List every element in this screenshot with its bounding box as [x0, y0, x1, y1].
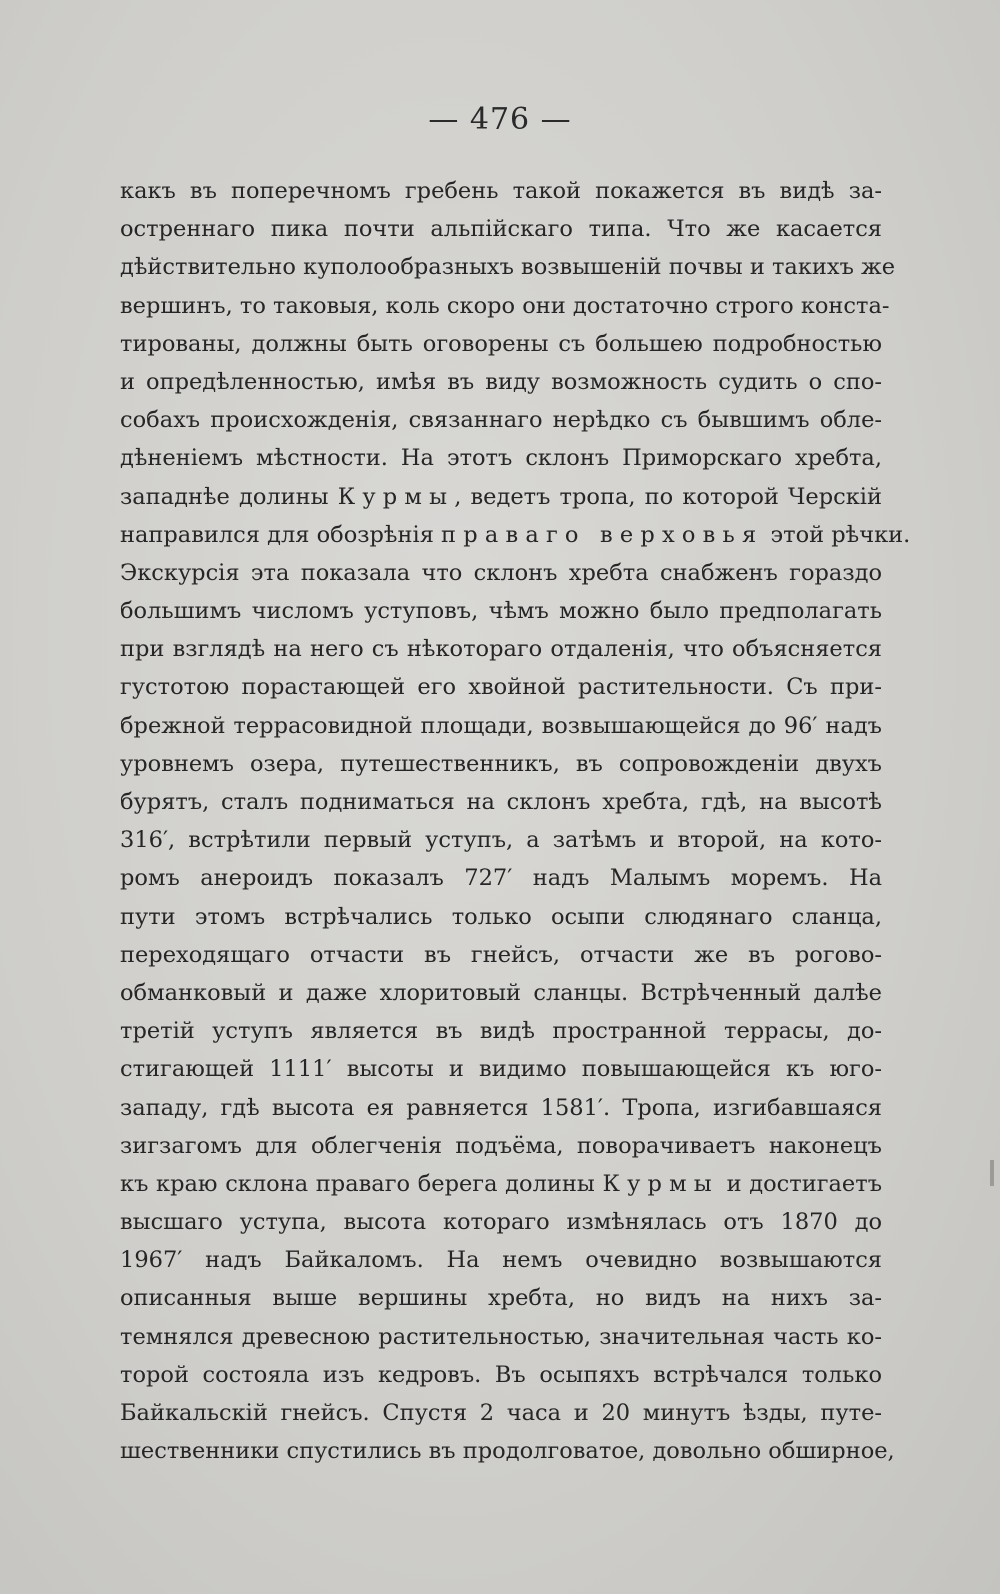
text-line: тированы, должны быть оговорены съ большею подробностью [120, 330, 882, 357]
text-line: густотою порастающей его хвойной растительности. Съ при- [120, 674, 882, 701]
text-line: Экскурсія эта показала что склонъ хребта снабженъ гораздо [120, 559, 882, 586]
page-edge-mark [990, 1160, 994, 1186]
text-line: бурятъ, сталъ подниматься на склонъ хребта, гдѣ, на высотѣ [120, 789, 882, 815]
text-line: западнѣе долины Курмы, ведетъ тропа, по которой Черскій [120, 483, 882, 510]
text-line: описанныя выше вершины хребта, но видъ на нихъ за- [120, 1285, 882, 1312]
text-line: ромъ анероидъ показалъ 727′ надъ Малымъ моремъ. На [120, 865, 882, 892]
text-line: брежной террасовидной площади, возвышающейся до 96′ надъ [120, 712, 882, 739]
text-line: собахъ происхожденія, связаннаго нерѣдко съ бывшимъ обле- [120, 407, 882, 434]
text-line: западу, гдѣ высота ея равняется 1581′. Тропа, изгибавшаяся [120, 1094, 882, 1121]
text-line: стигающей 1111′ высоты и видимо повышающейся къ юго- [120, 1056, 882, 1083]
text-line: вершинъ, то таковыя, коль скоро они достаточно строго конста- [120, 292, 890, 319]
spaced-emphasis: праваго верховья [441, 521, 764, 548]
text-line: Байкальскій гнейсъ. Спустя 2 часа и 20 минутъ ѣзды, путе- [120, 1400, 882, 1426]
text-line: и опредѣленностью, имѣя въ виду возможность судить о спо- [120, 368, 882, 395]
spaced-emphasis: Курмы [337, 483, 455, 510]
body-text [120, 172, 911, 1470]
text-line: пути этомъ встрѣчались только осыпи слюдянаго сланца, [120, 903, 882, 930]
spaced-emphasis: Курмы [602, 1170, 719, 1197]
text-line: 316′, встрѣтили первый уступъ, а затѣмъ и второй, на кото- [120, 827, 882, 854]
text-line: 1967′ надъ Байкаломъ. На немъ очевидно возвышаются [120, 1247, 882, 1274]
text-line: шественники спустились въ продолговатое, довольно обширное, [120, 1438, 895, 1465]
text-line: темнялся древесною растительностью, значительная часть ко- [120, 1323, 882, 1350]
text-line: при взглядѣ на него съ нѣкотораго отдаленія, что объясняется [120, 636, 882, 663]
text-line: высшаго уступа, высота котораго измѣнялась отъ 1870 до [120, 1209, 882, 1236]
text-line: дѣненіемъ мѣстности. На этотъ склонъ Приморскаго хребта, [120, 445, 882, 472]
text-line: торой состояла изъ кедровъ. Въ осыпяхъ встрѣчался только [120, 1361, 882, 1388]
text-line: большимъ числомъ уступовъ, чѣмъ можно было предполагать [120, 598, 882, 625]
text-line: остреннаго пика почти альпійскаго типа. Что же касается [120, 216, 882, 243]
text-line: дѣйствительно куполообразныхъ возвышеній почвы и такихъ же [120, 254, 896, 281]
text-line: уровнемъ озера, путешественникъ, въ сопровожденіи двухъ [120, 750, 882, 777]
text-line: обманковый и даже хлоритовый сланцы. Встрѣченный далѣе [120, 979, 882, 1006]
text-line: переходящаго отчасти въ гнейсъ, отчасти же въ рогово- [120, 941, 882, 968]
text-line: третій уступъ является въ видѣ пространной террасы, до- [120, 1018, 882, 1045]
text-line: зигзагомъ для облегченія подъёма, поворачиваетъ наконецъ [120, 1132, 882, 1159]
text-line: какъ въ поперечномъ гребень такой покажется въ видѣ за- [120, 178, 882, 204]
page-number: — 476 — [428, 102, 572, 137]
text-line: къ краю склона праваго берега долины Курмы и достигаетъ [120, 1170, 883, 1197]
text-line: направился для обозрѣнія праваго верховья этой рѣчки. [120, 521, 911, 548]
